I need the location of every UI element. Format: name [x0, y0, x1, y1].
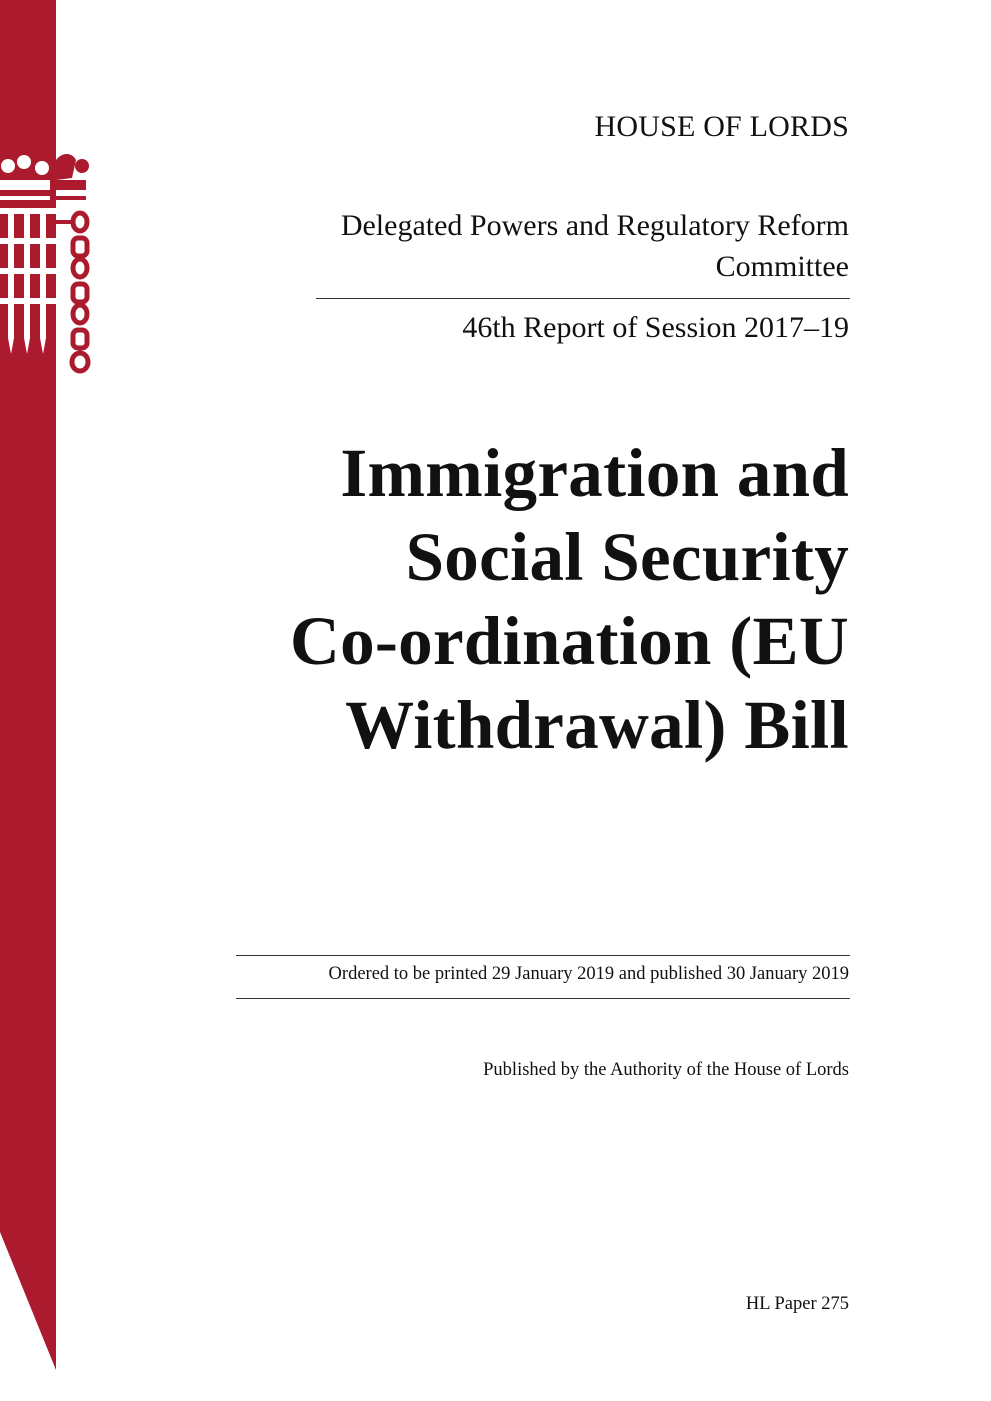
document-title — [129, 431, 849, 767]
portcullis-icon — [0, 138, 96, 378]
divider-rule — [236, 955, 850, 956]
house-name: HOUSE OF LORDS — [594, 110, 849, 143]
title-line: Immigration and — [340, 435, 849, 511]
divider-rule — [316, 298, 850, 299]
divider-rule — [236, 998, 850, 999]
title-line: Social Security — [405, 519, 849, 595]
print-order-statement: Ordered to be printed 29 January 2019 and published 30 January 2019 — [328, 964, 849, 984]
committee-name: Delegated Powers and Regulatory Reform Committee — [340, 209, 849, 283]
title-line: Co-ordination (EU — [289, 603, 849, 679]
publisher-statement: Published by the Authority of the House of Lords — [483, 1060, 849, 1080]
report-number: 46th Report of Session 2017–19 — [462, 311, 849, 344]
paper-number: HL Paper 275 — [745, 1294, 849, 1314]
title-line: Withdrawal) Bill — [345, 687, 849, 763]
